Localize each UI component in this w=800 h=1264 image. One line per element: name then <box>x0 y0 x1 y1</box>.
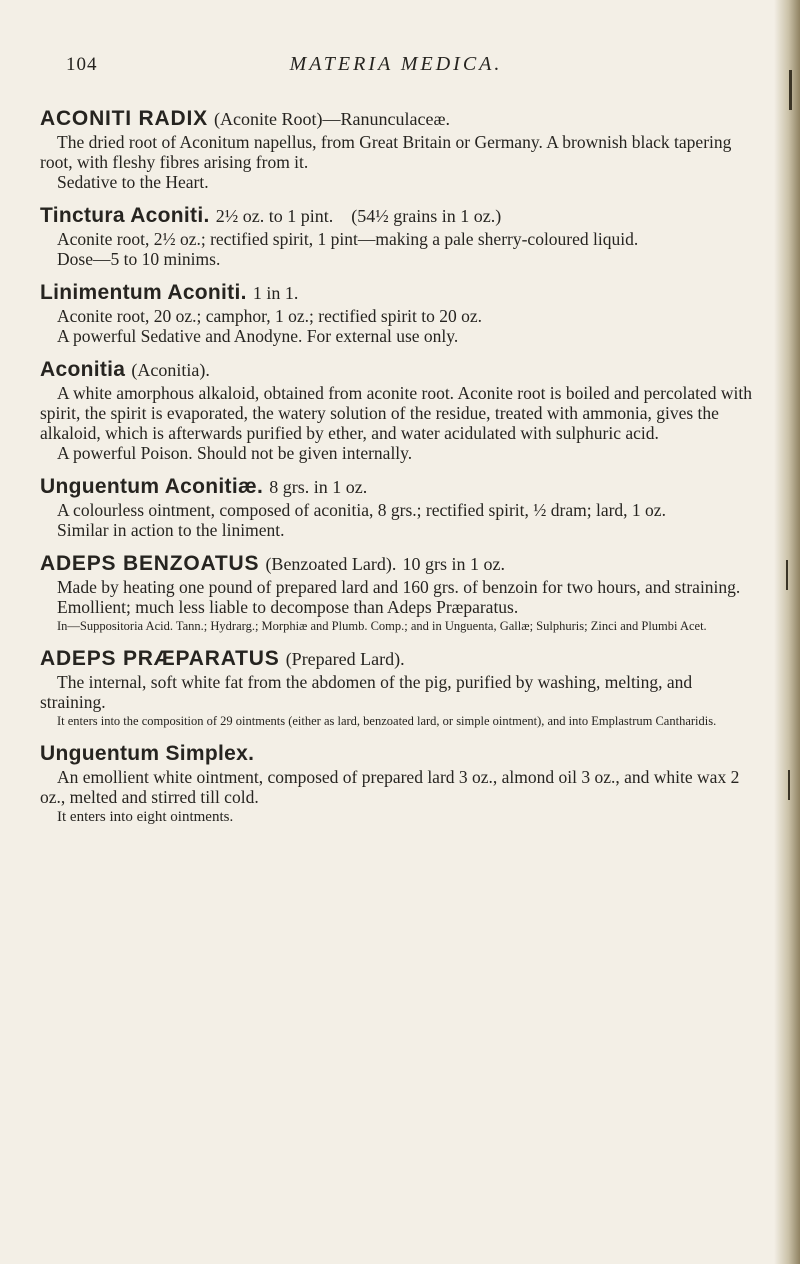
entry-title: ACONITI RADIX <box>40 107 208 130</box>
entry-aconiti-radix <box>40 106 752 192</box>
entry-note: In—Suppositoria Acid. Tann.; Hydrarg.; Morphiæ and Plumb. Comp.; and in Unguenta, Gallæ; Sulphuris; Zinci and Plumbi Acet. <box>57 619 707 633</box>
entry-heading <box>40 741 752 767</box>
entry-linimentum-aconiti <box>40 280 752 346</box>
entry-action: Emollient; much less liable to decompose than Adeps Præparatus. <box>57 597 519 617</box>
running-title: MATERIA MEDICA. <box>289 53 503 75</box>
entry-heading <box>40 106 752 132</box>
entry-description: Aconite root, 20 oz.; camphor, 1 oz.; rectified spirit to 20 oz. <box>57 306 483 326</box>
entry-description: Aconite root, 2½ oz.; rectified spirit, 1 pint—making a pale sherry-coloured liquid. <box>57 229 639 249</box>
entry-title: ADEPS BENZOATUS <box>40 552 260 575</box>
entry-subtitle: (Prepared Lard). <box>285 649 405 669</box>
page-header <box>66 50 726 80</box>
entry-heading <box>40 646 752 672</box>
entry-action: A powerful Poison. Should not be given internally. <box>57 443 413 463</box>
entry-description: The internal, soft white fat from the abdomen of the pig, purified by washing, melting, and straining. <box>40 672 693 712</box>
entry-strength: 10 grs in 1 oz. <box>402 554 506 574</box>
entry-subtitle: (Aconitia). <box>131 360 210 380</box>
entry-description: An emollient white ointment, composed of prepared lard 3 oz., almond oil 3 oz., and white wax 2 oz., melted and stirred till cold. <box>40 767 740 807</box>
page-edge-mark <box>786 560 788 590</box>
entry-strength: 1 in 1. <box>252 283 299 303</box>
entry-description: Made by heating one pound of prepared lard and 160 grs. of benzoin for two hours, and straining. <box>57 577 741 597</box>
page-number: 104 <box>66 54 98 75</box>
page-edge-shadow <box>774 0 800 1264</box>
entry-unguentum-simplex <box>40 741 752 827</box>
entry-tinctura-aconiti <box>40 203 752 269</box>
entry-title: Unguentum Simplex. <box>40 742 255 765</box>
page-content <box>40 106 752 838</box>
entry-adeps-benzoatus <box>40 551 752 635</box>
entry-subtitle: (Aconite Root)—Ranunculaceæ. <box>214 109 450 129</box>
entry-description: A white amorphous alkaloid, obtained from aconite root. Aconite root is boiled and percolated with spirit, the spirit is evaporated, the watery solution of the residue, treated with ammonia, gives the alkaloid, which is afterwards purified by ether, and water acidulated with sulphuric acid. <box>40 383 752 443</box>
entry-title: Tinctura Aconiti. <box>40 204 210 227</box>
entry-aconitia <box>40 357 752 463</box>
page-edge-mark <box>788 770 790 800</box>
entry-heading <box>40 280 752 306</box>
entry-action: A powerful Sedative and Anodyne. For external use only. <box>57 326 459 346</box>
entry-heading <box>40 551 752 577</box>
entry-adeps-praeparatus <box>40 646 752 730</box>
entry-heading <box>40 357 752 383</box>
entry-heading <box>40 474 752 500</box>
entry-heading <box>40 203 752 229</box>
entry-title: ADEPS PRÆPARATUS <box>40 647 280 670</box>
entry-subtitle: (Benzoated Lard). <box>265 554 397 574</box>
entry-unguentum-aconitiae <box>40 474 752 540</box>
entry-description: The dried root of Aconitum napellus, from Great Britain or Germany. A brownish black tapering root, with fleshy fibres arising from it. <box>40 132 732 172</box>
page-edge-mark <box>789 70 792 110</box>
entry-strength: 8 grs. in 1 oz. <box>269 477 368 497</box>
entry-title: Unguentum Aconitiæ. <box>40 475 264 498</box>
entry-description: A colourless ointment, composed of aconitia, 8 grs.; rectified spirit, ½ dram; lard, 1 oz. <box>57 500 666 520</box>
entry-note: It enters into the composition of 29 ointments (either as lard, benzoated lard, or simple ointment), and into Emplastrum Cantharidis. <box>57 714 717 728</box>
entry-action: Sedative to the Heart. <box>57 172 209 192</box>
entry-note: It enters into eight ointments. <box>57 809 234 825</box>
entry-strength: 2½ oz. to 1 pint. (54½ grains in 1 oz.) <box>215 206 502 226</box>
entry-dose: Dose—5 to 10 minims. <box>57 249 221 269</box>
entry-title: Linimentum Aconiti. <box>40 281 247 304</box>
entry-action: Similar in action to the liniment. <box>57 520 285 540</box>
entry-title: Aconitia <box>40 358 126 381</box>
